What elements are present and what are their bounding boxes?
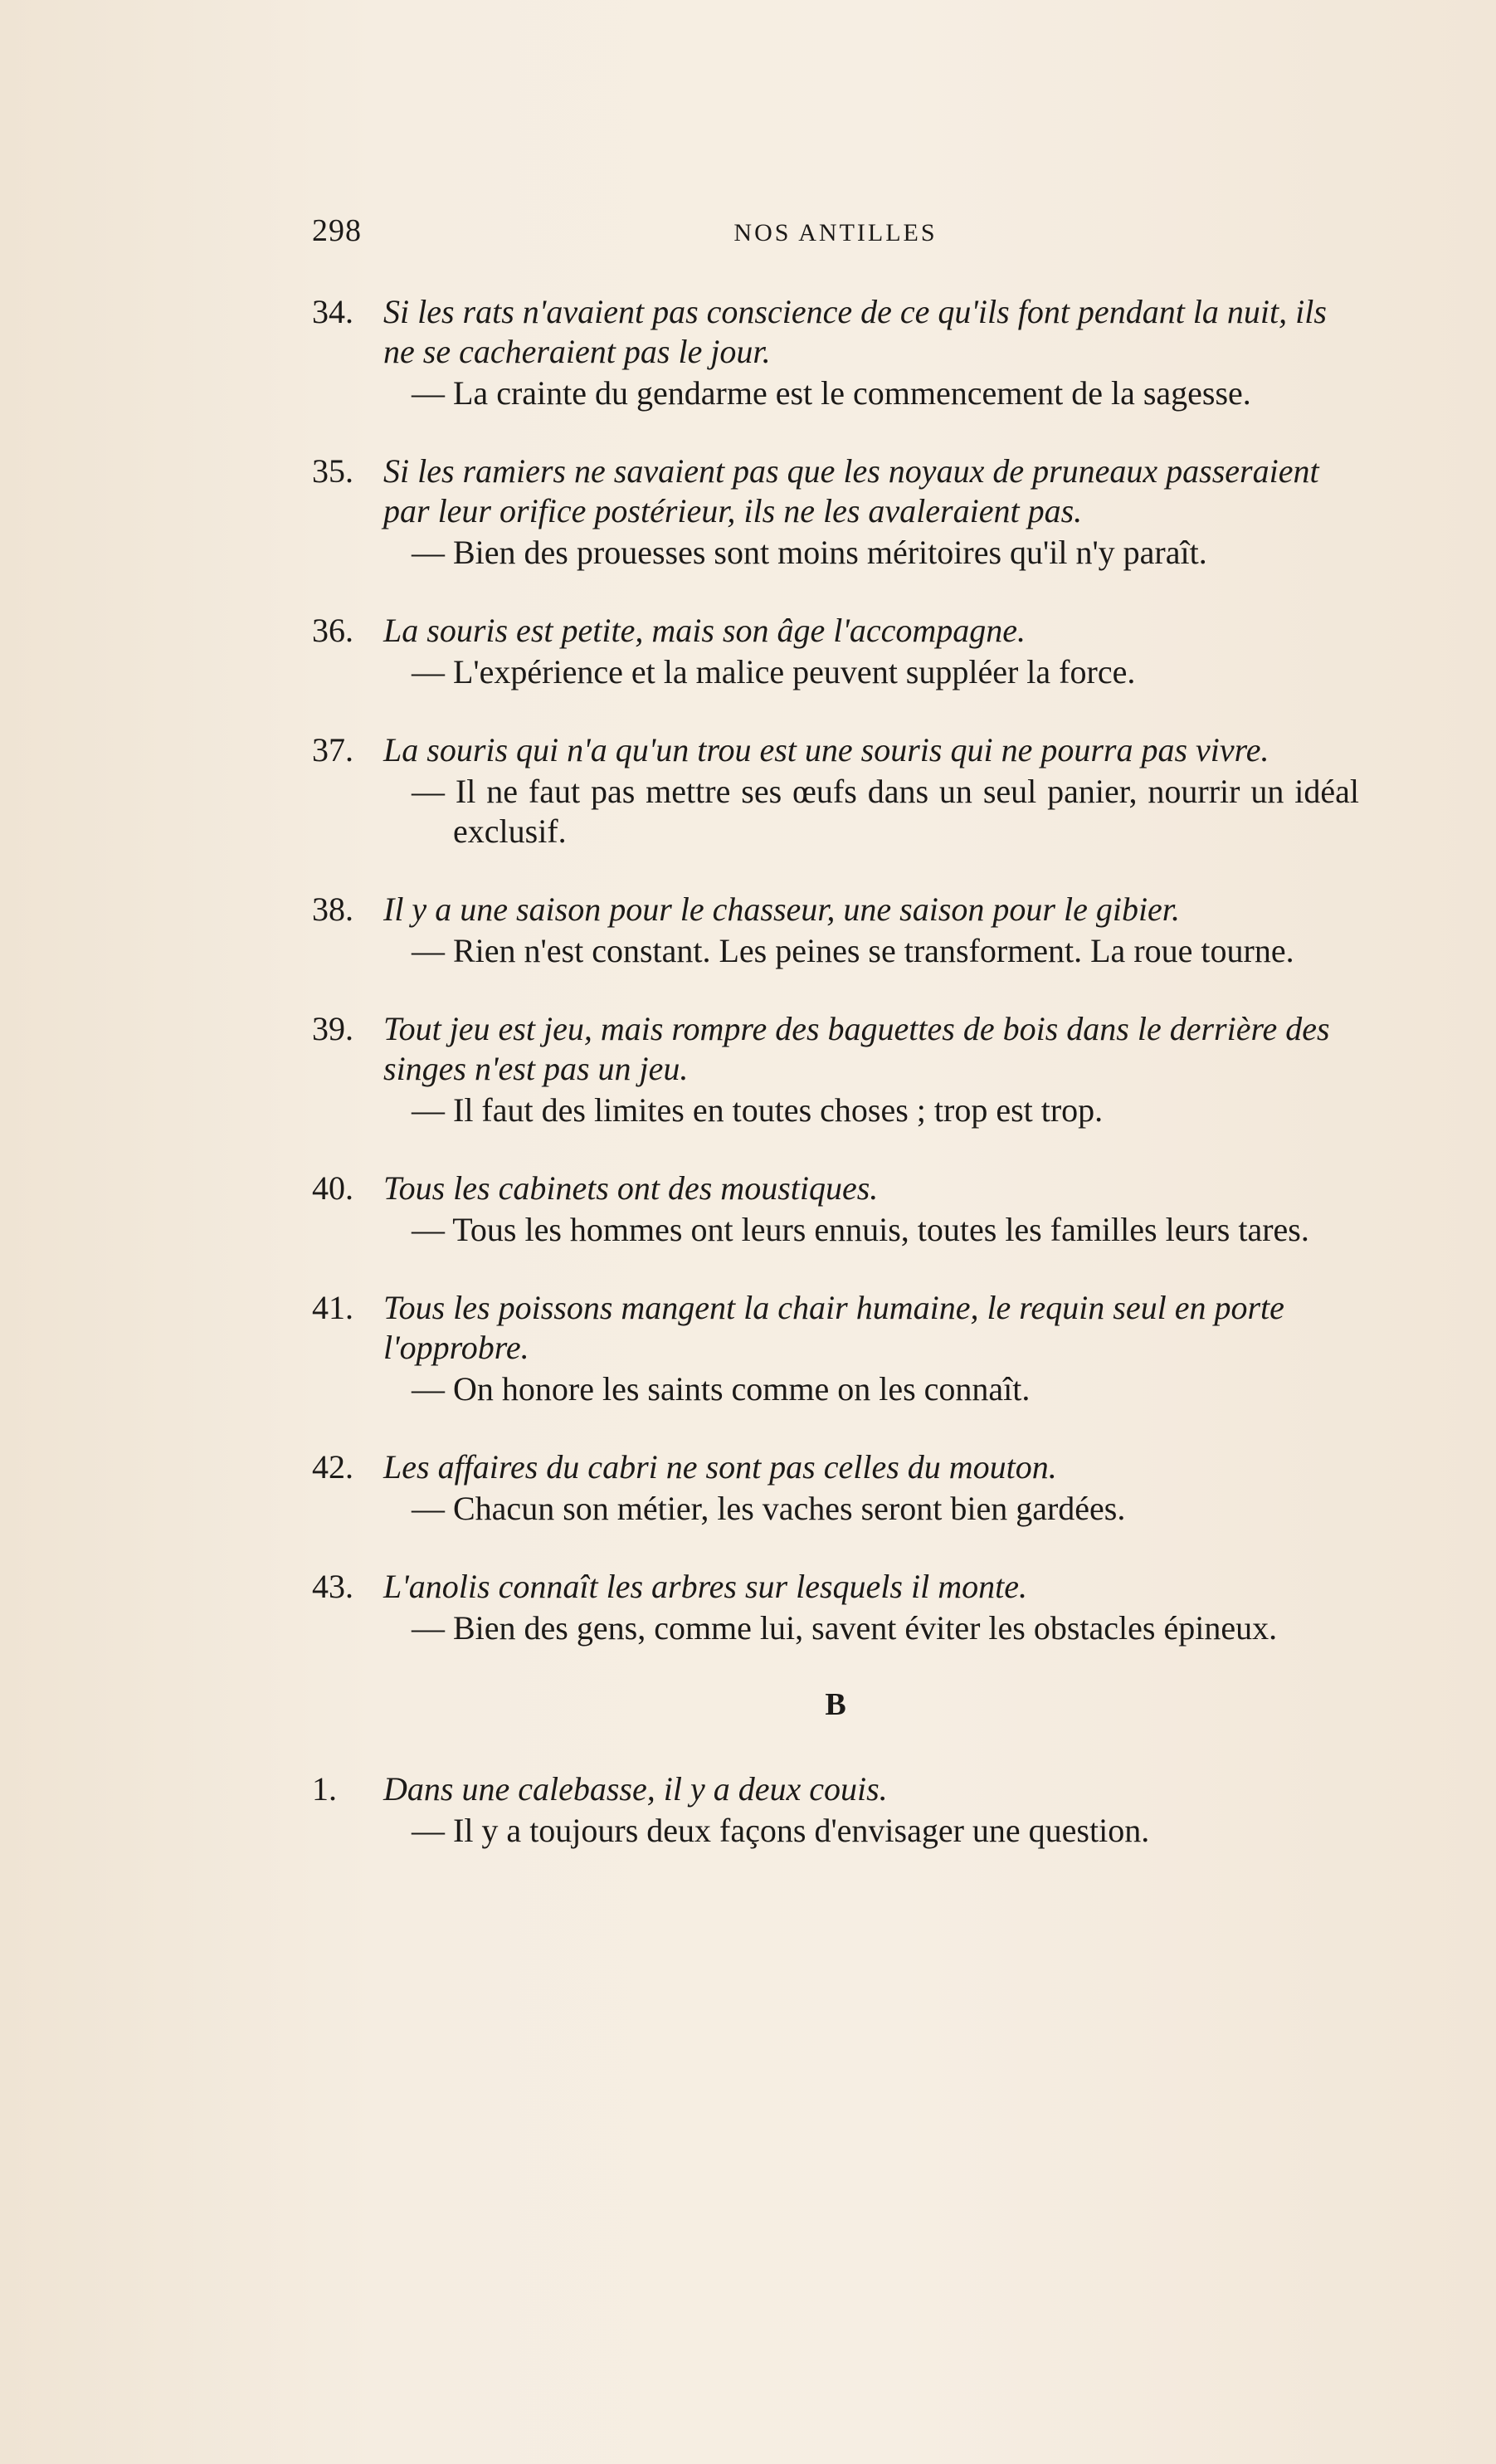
proverb-explanation: — Il ne faut pas mettre ses œufs dans un seul panier, nourrir un idéal exclusif. [412, 773, 1359, 850]
proverb-line [312, 292, 1359, 372]
proverb-text: Dans une calebasse, il y a deux couis. [383, 1770, 888, 1808]
proverb-entry [312, 730, 1359, 851]
proverb-entry [312, 1009, 1359, 1130]
proverb-number: 40. [312, 1169, 353, 1207]
proverb-text: La souris qui n'a qu'un trou est une souris qui ne pourra pas vivre. [383, 731, 1269, 768]
proverb-text: Les affaires du cabri ne sont pas celles du mouton. [383, 1448, 1057, 1486]
proverb-number: 34. [312, 293, 353, 330]
proverb-line [312, 451, 1359, 531]
proverb-text: La souris est petite, mais son âge l'accompagne. [383, 612, 1026, 649]
proverb-line [312, 1769, 1359, 1809]
proverb-entry [312, 1169, 1359, 1250]
proverb-line [312, 1288, 1359, 1368]
proverb-line [312, 890, 1359, 929]
proverb-entry [312, 1567, 1359, 1648]
page-number: 298 [312, 213, 362, 248]
proverb-text: Si les rats n'avaient pas conscience de ce qu'ils font pendant la nuit, ils ne se cacheraient pas le jour. [383, 293, 1327, 370]
proverb-explanation: — Bien des prouesses sont moins méritoires qu'il n'y paraît. [412, 534, 1207, 571]
proverb-explanation: — Bien des gens, comme lui, savent éviter les obstacles épineux. [412, 1609, 1278, 1647]
proverb-line [312, 730, 1359, 770]
proverb-line [312, 1567, 1359, 1607]
proverb-text: L'anolis connaît les arbres sur lesquels il monte. [383, 1568, 1027, 1605]
proverb-entry [312, 611, 1359, 692]
proverb-entry [312, 451, 1359, 573]
proverb-entry [312, 292, 1359, 413]
proverb-number: 41. [312, 1289, 353, 1326]
proverb-explanation: — Il y a toujours deux façons d'envisager une question. [412, 1812, 1150, 1849]
page-body [312, 292, 1359, 1889]
running-title: NOS ANTILLES [733, 219, 938, 246]
proverb-number: 36. [312, 612, 353, 649]
proverb-text: Tous les cabinets ont des moustiques. [383, 1169, 879, 1207]
proverb-line [312, 1169, 1359, 1208]
proverb-list [312, 292, 1359, 1648]
proverb-explanation: — On honore les saints comme on les connaît. [412, 1370, 1031, 1408]
proverb-explanation: — Rien n'est constant. Les peines se transforment. La roue tourne. [412, 932, 1294, 969]
proverb-text: Il y a une saison pour le chasseur, une saison pour le gibier. [383, 890, 1180, 928]
proverb-list-b [312, 1769, 1359, 1851]
proverb-number: 43. [312, 1568, 353, 1605]
proverb-text: Tous les poissons mangent la chair humaine, le requin seul en porte l'opprobre. [383, 1289, 1284, 1366]
proverb-entry [312, 1769, 1359, 1851]
proverb-number: 42. [312, 1448, 353, 1486]
proverb-number: 38. [312, 890, 353, 928]
section-heading: B [825, 1687, 846, 1722]
proverb-explanation: — Chacun son métier, les vaches seront bien gardées. [412, 1490, 1126, 1527]
proverb-text: Tout jeu est jeu, mais rompre des baguettes de bois dans le derrière des singes n'est pas un jeu. [383, 1010, 1330, 1087]
proverb-line [312, 611, 1359, 651]
proverb-number: 35. [312, 452, 353, 490]
proverb-entry [312, 890, 1359, 971]
proverb-number: 1. [312, 1770, 337, 1808]
proverb-number: 37. [312, 731, 353, 768]
proverb-explanation: — L'expérience et la malice peuvent suppléer la force. [412, 653, 1136, 690]
proverb-explanation: — Tous les hommes ont leurs ennuis, toutes les familles leurs tares. [412, 1211, 1309, 1248]
proverb-text: Si les ramiers ne savaient pas que les noyaux de pruneaux passeraient par leur orifice postérieur, ils ne les avaleraient pas. [383, 452, 1319, 529]
proverb-explanation: — La crainte du gendarme est le commencement de la sagesse. [412, 374, 1251, 412]
proverb-explanation: — Il faut des limites en toutes choses ; trop est trop. [412, 1091, 1104, 1129]
page-header [312, 212, 1359, 254]
proverb-line [312, 1447, 1359, 1487]
proverb-number: 39. [312, 1010, 353, 1047]
proverb-entry [312, 1447, 1359, 1529]
proverb-line [312, 1009, 1359, 1089]
proverb-entry [312, 1288, 1359, 1409]
